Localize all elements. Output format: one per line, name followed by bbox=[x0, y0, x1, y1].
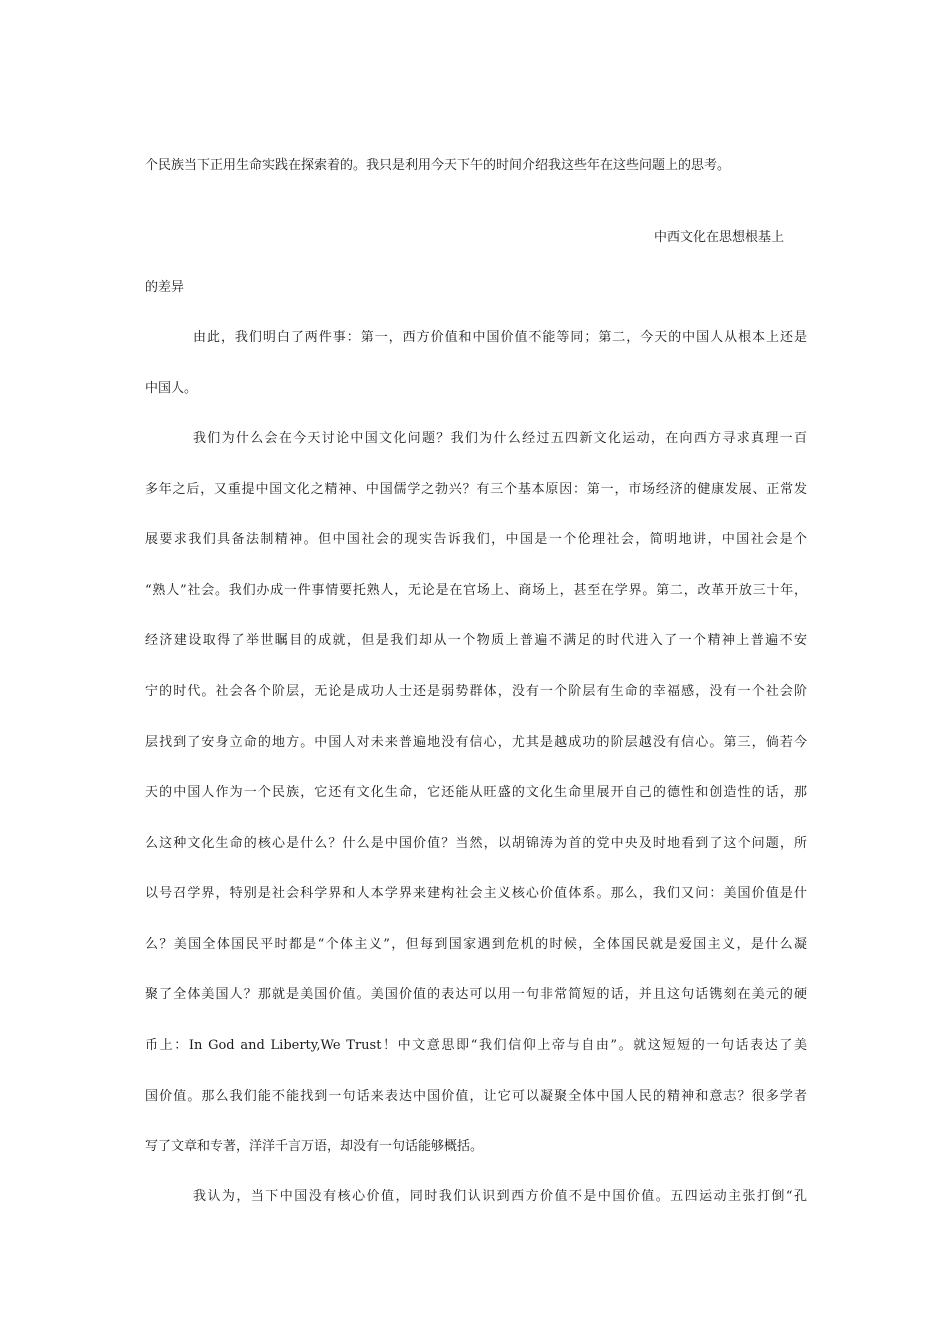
section-heading-part2: 的差异 bbox=[145, 280, 185, 295]
paragraph2-line-12: 聚了全体美国人？那就是美国价值。美国价值的表达可以用一句非常简短的话，并且这句话镌刻在美元的硬 bbox=[145, 987, 807, 1002]
paragraph1-line-1: 由此，我们明白了两件事：第一，西方价值和中国价值不能等同；第二，今天的中国人从根本上还是 bbox=[193, 330, 807, 345]
intro-line: 个民族当下正用生命实践在探索着的。我只是利用今天下午的时间介绍我这些年在这些问题上的思考。 bbox=[145, 158, 731, 173]
paragraph2-line-6: 宁的时代。社会各个阶层，无论是成功人士还是弱势群体，没有一个阶层有生命的幸福感，没有一个社会阶 bbox=[145, 684, 807, 699]
paragraph2-line-15: 写了文章和专著，洋洋千言万语，却没有一句话能够概括。 bbox=[145, 1139, 484, 1154]
paragraph2-line-7: 层找到了安身立命的地方。中国人对未来普遍地没有信心，尤其是越成功的阶层越没有信心。第三，倘若今 bbox=[145, 735, 807, 750]
paragraph2-line-2: 多年之后，又重提中国文化之精神、中国儒学之勃兴？有三个基本原因：第一，市场经济的健康发展、正常发 bbox=[145, 482, 807, 497]
paragraph2-line-10: 以号召学界，特别是社会科学界和人本学界来建构社会主义核心价值体系。那么，我们又问：美国价值是什 bbox=[145, 886, 807, 901]
paragraph2-line-14: 国价值。那么我们能不能找到一句话来表达中国价值，让它可以凝聚全体中国人民的精神和意志？很多学者 bbox=[145, 1089, 807, 1104]
section-heading-part1: 中西文化在思想根基上 bbox=[654, 230, 785, 245]
paragraph2-line-5: 经济建设取得了举世瞩目的成就，但是我们却从一个物质上普遍不满足的时代进入了一个精神上普遍不安 bbox=[145, 633, 807, 648]
paragraph2-line-9: 么这种文化生命的核心是什么？什么是中国价值？当然，以胡锦涛为首的党中央及时地看到了这个问题，所 bbox=[145, 836, 807, 851]
paragraph2-line-4: “熟人”社会。我们办成一件事情要托熟人，无论是在官场上、商场上，甚至在学界。第二，改革开放三十年， bbox=[145, 583, 807, 598]
paragraph2-line-8: 天的中国人作为一个民族，它还有文化生命，它还能从旺盛的文化生命里展开自己的德性和创造性的话，那 bbox=[145, 785, 807, 800]
paragraph2-line-3: 展要求我们具备法制精神。但中国社会的现实告诉我们，中国是一个伦理社会，简明地讲，中国社会是个 bbox=[145, 532, 807, 547]
paragraph2-line-13: 币上：In God and Liberty,We Trust！中文意思即“我们信仰上帝与自由”。就这短短的一句话表达了美 bbox=[145, 1038, 807, 1053]
paragraph2-line-11: 么？美国全体国民平时都是“个体主义”，但每到国家遇到危机的时候，全体国民就是爱国主义，是什么凝 bbox=[145, 937, 807, 952]
paragraph1-line-2: 中国人。 bbox=[145, 381, 198, 396]
paragraph3-line-1: 我认为，当下中国没有核心价值，同时我们认识到西方价值不是中国价值。五四运动主张打倒“孔 bbox=[193, 1189, 807, 1204]
paragraph2-line-1: 我们为什么会在今天讨论中国文化问题？我们为什么经过五四新文化运动，在向西方寻求真理一百 bbox=[193, 431, 807, 446]
